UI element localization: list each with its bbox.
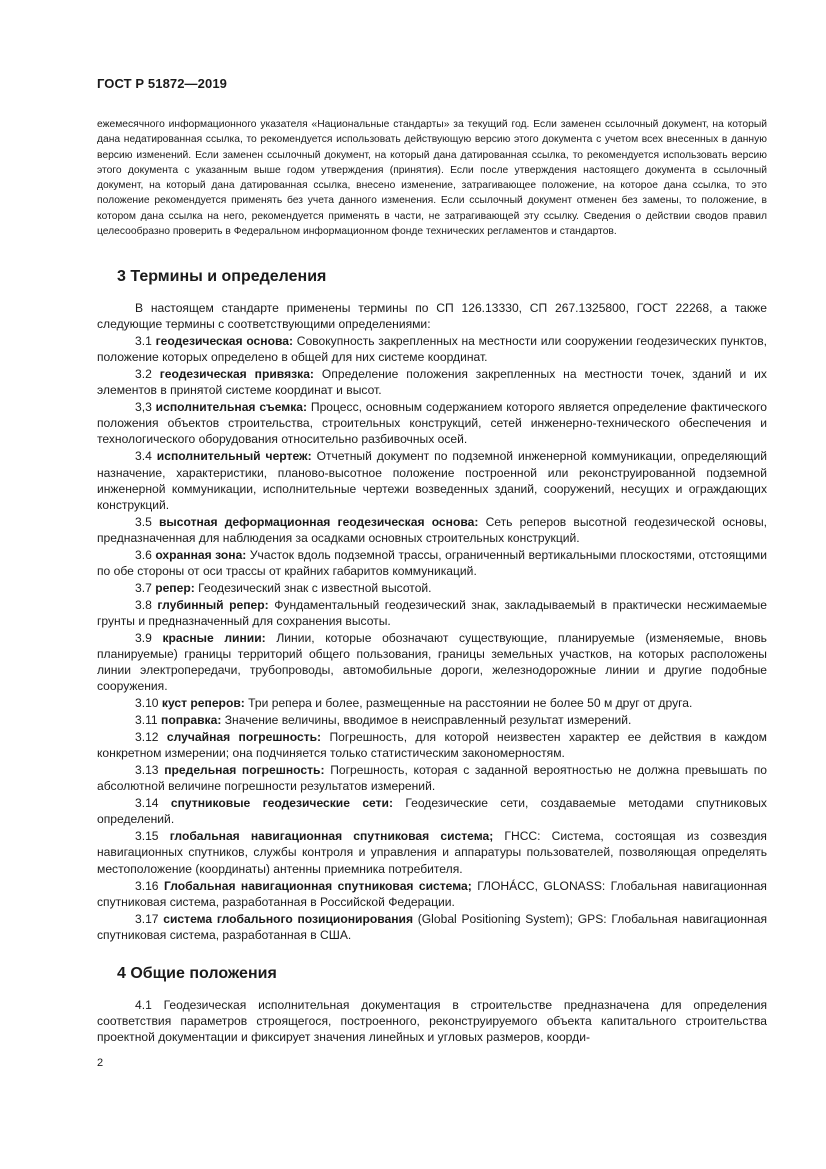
term-number: 3.5 [135,514,152,529]
term-text: Значение величины, вводимое в неисправленный результат измерений. [224,713,632,728]
term-number: 3.16 [135,878,159,893]
term-number: 3.9 [135,630,152,645]
term-definition [97,448,767,512]
term-definition [97,695,767,711]
term-number: 3.13 [135,763,159,778]
term-name: Глобальная навигационная спутниковая система; [163,878,472,893]
term-name: репер: [155,580,195,595]
term-definition [97,729,767,761]
term-definition [97,795,767,827]
document-header: ГОСТ Р 51872—2019 [97,76,227,91]
term-text: Геодезический знак с известной высотой. [198,580,432,595]
term-definition [97,333,767,365]
section-3-intro: В настоящем стандарте применены термины по СП 126.13330, СП 267.1325800, ГОСТ 22268, а также следующие термины с соответствующими определениями: [97,301,767,332]
term-number: 3.11 [135,713,158,728]
term-text: Фундаментальный геодезический знак, закладываемый в практически несжимаемые грунты и предназначенный для сохранения высоты. [97,597,767,628]
intro-text: ежемесячного информационного указателя «Национальные стандарты» за текущий год. Если заменен ссылочный документ, на который дана недатированная ссылка, то рекомендуется использовать действующую версию этого документа с учетом всех внесенных в данную версию изменений. Если заменен ссылочный документ, на который дана датированная ссылка, то рекомендуется использовать версию этого документа с указанным выше годом утверждения (принятия). Если после утверждения настоящего документа в ссылочный документ, на который дана датированная ссылка, внесено изменение, затрагивающее положение, на которое дана ссылка, то это положение рекомендуется применять без учета данного изменения. Если ссылочный документ отменен без замены, то положение, в котором дана ссылка на него, рекомендуется применять в части, не затрагивающей эту ссылку. Сведения о действии сводов правил целесообразно проверить в Федеральном информационном фонде технических регламентов и стандартов. [97,119,767,238]
term-name: поправка: [161,713,222,728]
term-definition [97,597,767,629]
section-4-title: 4 Общие положения [117,965,277,982]
term-definition [97,580,767,596]
term-number: 3.2 [135,367,152,382]
term-name: геодезическая привязка: [159,367,314,382]
term-number: 3.10 [135,696,159,711]
term-definition [97,911,767,943]
term-text: Определение положения закрепленных на местности точек, зданий и их элементов в принятой системе координат и высот. [97,367,767,398]
term-text: Погрешность, для которой неизвестен характер ее действия в каждом конкретном измерении; она подчиняется только статистическим закономерностям. [97,730,767,761]
section-3-body [97,300,767,944]
intro-paragraph [97,117,767,239]
term-text: Совокупность закрепленных на местности или сооружении геодезических пунктов, положение которых определено в общей для них системе координат. [97,334,767,365]
term-text: Участок вдоль подземной трассы, ограниченный вертикальными плоскостями, отстоящими по обе стороны от оси трассы от крайних габаритов коммуникаций. [97,547,767,578]
term-name: спутниковые геодезические сети: [170,796,393,811]
term-number: 3.6 [135,547,152,562]
term-name: исполнительная съемка: [155,400,308,415]
term-name: глубинный репер: [157,597,269,612]
section-4-paragraph: 4.1 Геодезическая исполнительная документация в строительстве предназначена для определения соответствия параметров строящегося, построенного, реконструируемого объекта капитального строительства проектной документации и фиксирует значения линейных и угловых размеров, коорди- [97,998,767,1045]
section-4-body [97,997,767,1046]
term-number: 3.8 [135,597,152,612]
term-name: куст реперов: [161,696,245,711]
term-number: 3.14 [135,796,159,811]
term-text: (Global Positioning System); GPS: Глобальная навигационная спутниковая система, разработанная в США. [97,911,767,942]
term-text: Линии, которые обозначают существующие, планируемые (изменяемые, вновь планируемые) границы территорий общего пользования, границы земельных участков, на которых расположены линии электропередачи, трубопроводы, автомобильные дороги, железнодорожные линии и другие подобные сооружения. [97,630,767,694]
term-text: ГЛОНÁСС, GLONASS: Глобальная навигационная спутниковая система, разработанная в Российской Федерации. [97,878,767,909]
term-definition [97,547,767,579]
term-definition [97,712,767,728]
term-text: Геодезические сети, создаваемые методами спутниковых определений. [97,796,767,827]
term-name: система глобального позиционирования [163,911,414,926]
term-text: Погрешность, которая с заданной вероятностью не должна превышать по абсолютной величине погрешности результатов измерений. [97,763,767,794]
term-definition [97,878,767,910]
term-number: 3.12 [135,730,159,745]
terms-list [97,333,767,943]
term-text: Сеть реперов высотной геодезической основы, предназначенная для наблюдения за осадками основных строительных конструкций. [97,514,767,545]
term-name: случайная погрешность: [166,730,322,745]
term-number: 3.17 [135,911,159,926]
term-name: предельная погрешность: [164,763,325,778]
term-number: 3.1 [135,334,152,349]
term-name: глобальная навигационная спутниковая система; [169,829,494,844]
term-text: Процесс, основным содержанием которого является определение фактического положения объектов строительства, строительных конструкций, сетей инженерно-технического обеспечения и технологического оборудования относительно разбивочных осей. [97,400,767,447]
term-definition [97,828,767,876]
term-name: высотная деформационная геодезическая основа: [159,514,479,529]
term-name: красные линии: [162,630,266,645]
term-text: Отчетный документ по подземной инженерной коммуникации, определяющий назначение, характеристики, планово-высотное положение построенной или реконструированной подземной инженерной коммуникации, исполнительные чертежи возведенных зданий, сооружений, несущих и ограждающих конструкций. [97,449,767,512]
term-number: 3,3 [135,400,152,415]
term-name: исполнительный чертеж: [156,449,312,464]
term-number: 3.4 [135,449,152,464]
term-number: 3.7 [135,580,152,595]
term-text: ГНСС: Система, состоящая из созвездия навигационных спутников, службы контроля и управления и аппаратуры пользователей, позволяющая определять местоположение (координаты) антенны приемника потребителя. [97,829,767,876]
term-definition [97,399,767,447]
term-name: охранная зона: [155,547,247,562]
term-text: Три репера и более, размещенные на расстоянии не более 50 м друг от друга. [248,696,693,711]
section-3-title: 3 Термины и определения [117,268,327,285]
term-definition [97,366,767,398]
page-number: 2 [97,1057,104,1069]
term-definition [97,762,767,794]
term-definition [97,630,767,694]
term-name: геодезическая основа: [155,334,293,349]
term-number: 3.15 [135,829,159,844]
term-definition [97,514,767,546]
